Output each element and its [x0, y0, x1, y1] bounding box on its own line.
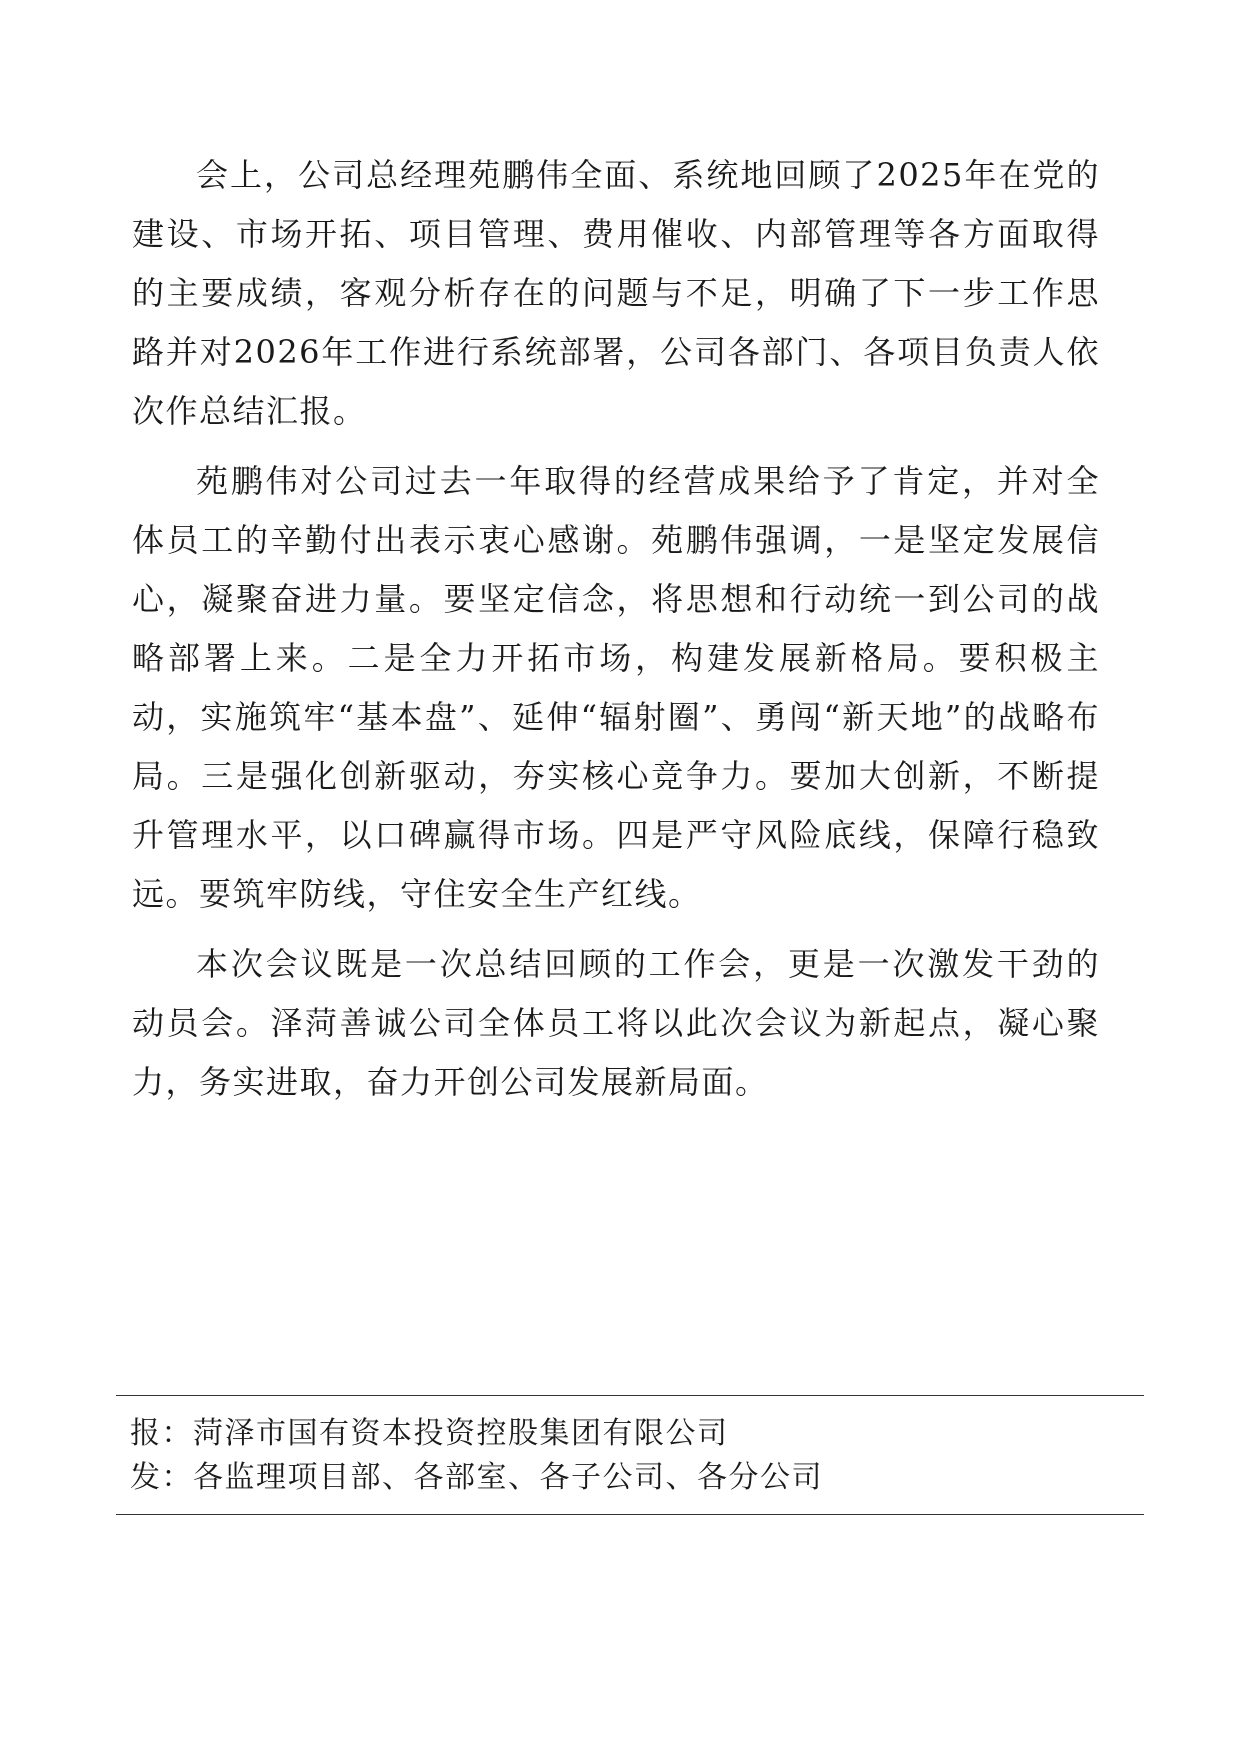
send-to-line: 发：各监理项目部、各部室、各子公司、各分公司 [130, 1460, 823, 1495]
report-to-line: 报：菏泽市国有资本投资控股集团有限公司 [130, 1416, 729, 1451]
paragraph-conclusion: 本次会议既是一次总结回顾的工作会，更是一次激发干劲的动员会。泽菏善诚公司全体员工将以此次会议为新起点，凝心聚力，务实进取，奋力开创公司发展新局面。 [132, 945, 1100, 1101]
distribution-top-rule [116, 1395, 1144, 1396]
paragraph-manager-remarks: 苑鹏伟对公司过去一年取得的经营成果给予了肯定，并对全体员工的辛勤付出表示衷心感谢。苑鹏伟强调，一是坚定发展信心，凝聚奋进力量。要坚定信念，将思想和行动统一到公司的战略部署上来。二是全力开拓市场，构建发展新格局。要积极主动，实施筑牢“基本盘”、延伸“辐射圈”、勇闯“新天地”的战略布局。三是强化创新驱动，夯实核心竞争力。要加大创新，不断提升管理水平，以口碑赢得市场。四是严守风险底线，保障行稳致远。要筑牢防线，守住安全生产红线。 [132, 462, 1100, 913]
paragraph-meeting-review: 会上，公司总经理苑鹏伟全面、系统地回顾了2025年在党的建设、市场开拓、项目管理、费用催收、内部管理等各方面取得的主要成绩，客观分析存在的问题与不足，明确了下一步工作思路并对2026年工作进行系统部署，公司各部门、各项目负责人依次作总结汇报。 [132, 156, 1100, 430]
distribution-block [116, 1395, 1144, 1515]
distribution-bottom-rule [116, 1514, 1144, 1515]
document-body [132, 146, 1100, 1123]
